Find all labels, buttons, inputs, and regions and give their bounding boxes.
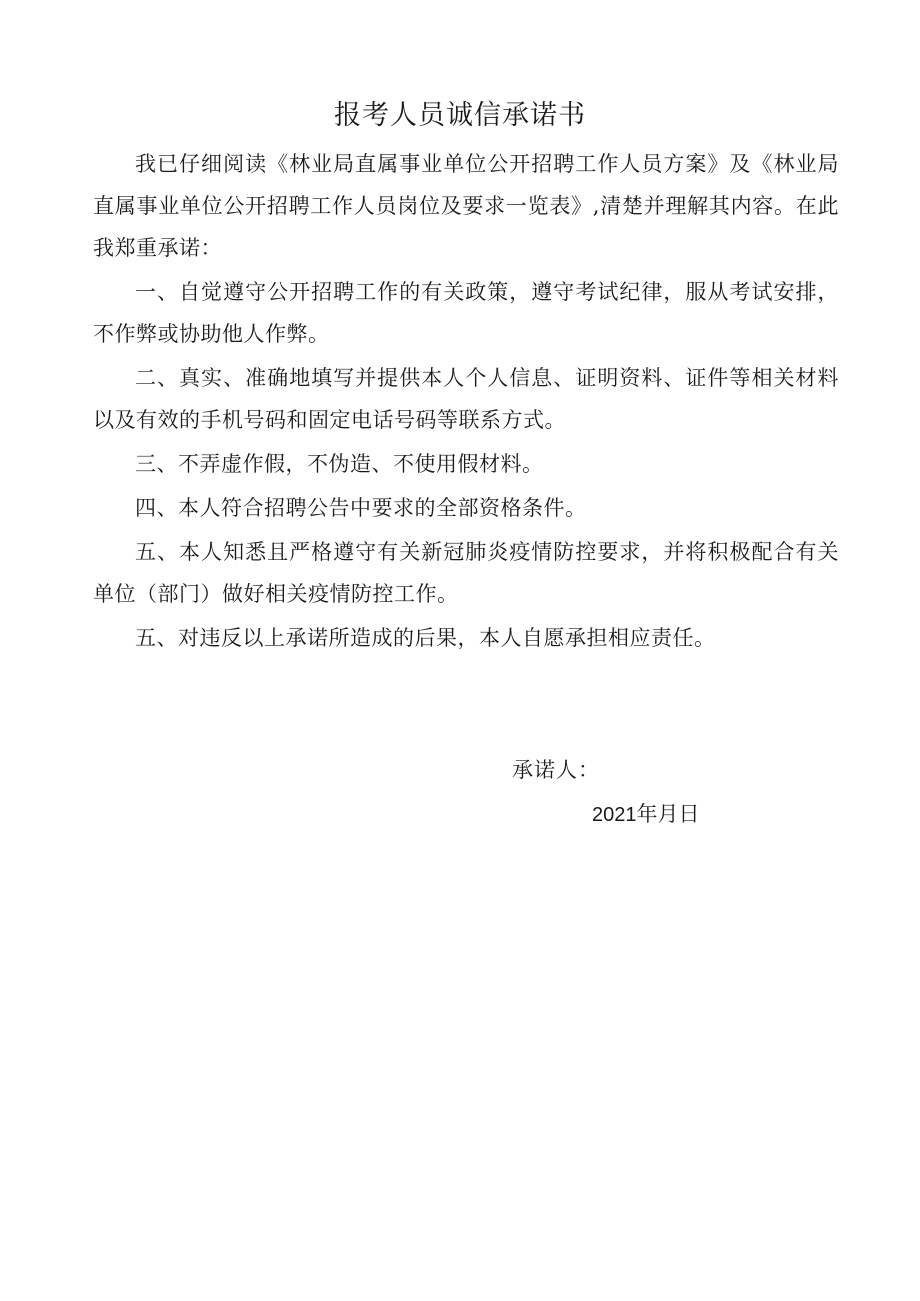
date-suffix: 年月日 bbox=[636, 802, 700, 826]
pledge-item-5: 五、本人知悉且严格遵守有关新冠肺炎疫情防控要求，并将积极配合有关单位（部门）做好相关疫情防控工作。 bbox=[93, 540, 839, 606]
pledge-item-6: 五、对违反以上承诺所造成的后果，本人自愿承担相应责任。 bbox=[135, 626, 716, 650]
document-body bbox=[93, 143, 839, 659]
document-title: 报考人员诚信承诺书 bbox=[334, 100, 586, 131]
signature-date bbox=[592, 796, 700, 833]
pledge-item-4: 四、本人符合招聘公告中要求的全部资格条件。 bbox=[135, 496, 587, 520]
date-year: 2021 bbox=[592, 804, 637, 826]
pledge-item-2: 二、真实、准确地填写并提供本人个人信息、证明资料、证件等相关材料以及有效的手机号码和固定电话号码等联系方式。 bbox=[93, 366, 839, 432]
pledge-item-3: 三、不弄虚作假，不伪造、不使用假材料。 bbox=[135, 452, 544, 476]
pledge-item-1: 一、自觉遵守公开招聘工作的有关政策，遵守考试纪律，服从考试安排，不作弊或协助他人作弊。 bbox=[93, 280, 839, 346]
signer-label: 承诺人： bbox=[512, 758, 600, 782]
intro-paragraph: 我已仔细阅读《林业局直属事业单位公开招聘工作人员方案》及《林业局直属事业单位公开招聘工作人员岗位及要求一览表》,清楚并理解其内容。在此我郑重承诺： bbox=[93, 152, 839, 260]
